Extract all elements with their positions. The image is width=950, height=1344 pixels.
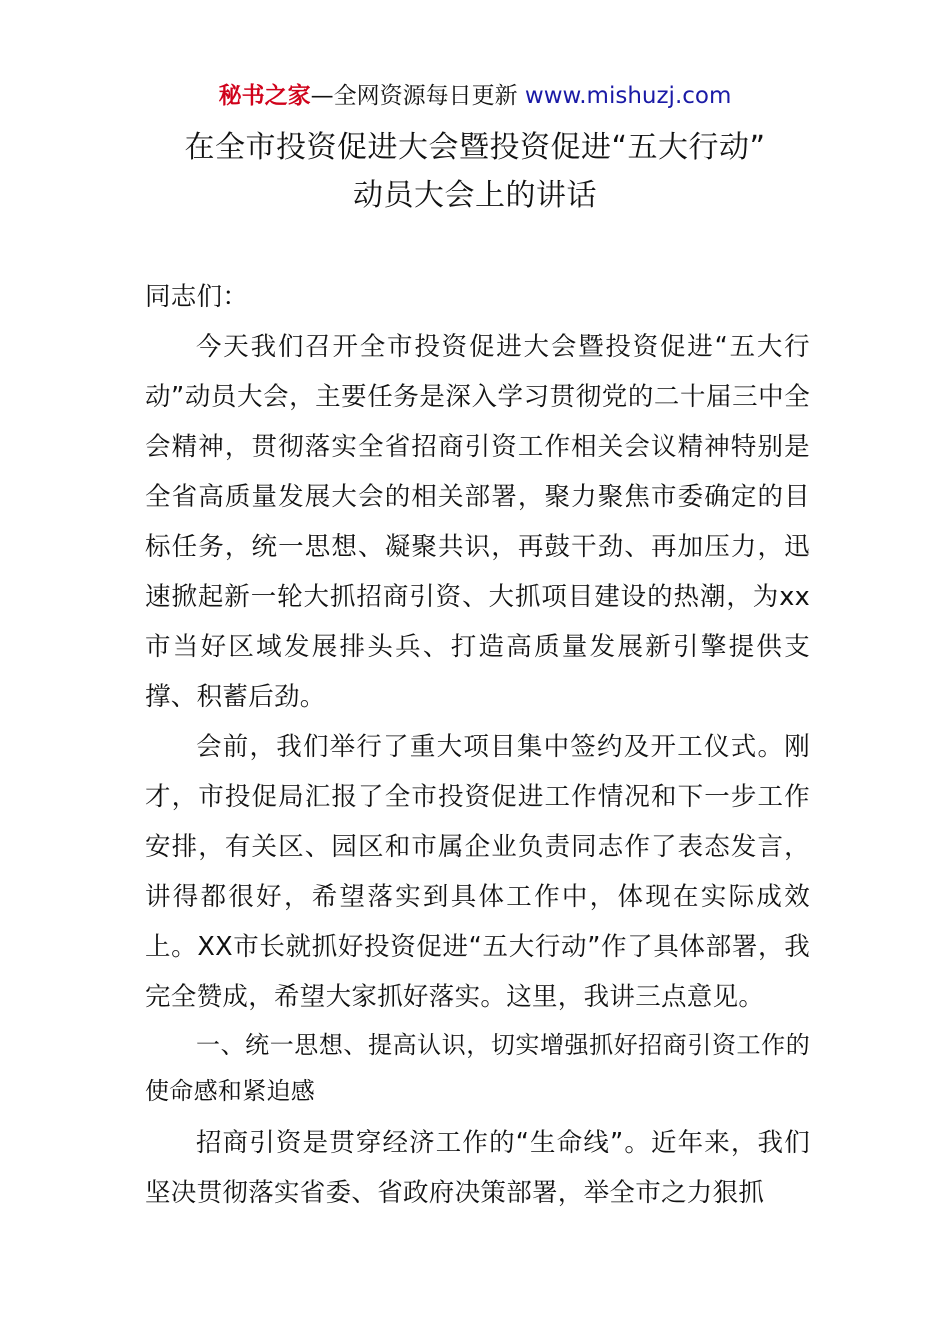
- paragraph-3: 招商引资是贯穿经济工作的“生命线”。近年来，我们坚决贯彻落实省委、省政府决策部署，举全市之力狠抓: [145, 1128, 810, 1208]
- paragraph-2: 会前，我们举行了重大项目集中签约及开工仪式。刚才，市投促局汇报了全市投资促进工作情况和下一步工作安排，有关区、园区和市属企业负责同志作了表态发言，讲得都很好，希望落实到具体工作中，体现在实际成效上。XX市长就抓好投资促进“五大行动”作了具体部署，我完全赞成，希望大家抓好落实。这里，我讲三点意见。: [145, 732, 810, 1012]
- document-title-line-1: 在全市投资促进大会暨投资促进“五大行动”: [184, 130, 766, 165]
- document-title-line-2: 动员大会上的讲话: [353, 178, 597, 213]
- paragraph-1: 今天我们召开全市投资促进大会暨投资促进“五大行动”动员大会，主要任务是深入学习贯彻党的二十届三中全会精神，贯彻落实全省招商引资工作相关会议精神特别是全省高质量发展大会的相关部署，聚力聚焦市委确定的目标任务，统一思想、凝聚共识，再鼓干劲、再加压力，迅速掀起新一轮大抓招商引资、大抓项目建设的热潮，为xx市当好区域发展排头兵、打造高质量发展新引擎提供支撑、积蓄后劲。: [145, 332, 810, 712]
- site-header: [0, 80, 950, 112]
- header-tagline: —全网资源每日更新: [310, 83, 518, 109]
- salutation: 同志们：: [145, 282, 249, 312]
- section-heading-1: 一、统一思想、提高认识，切实增强抓好招商引资工作的使命感和紧迫感: [145, 1031, 810, 1105]
- brand-name: 秘书之家: [218, 83, 311, 109]
- site-url-link[interactable]: www.mishuzj.com: [524, 83, 732, 109]
